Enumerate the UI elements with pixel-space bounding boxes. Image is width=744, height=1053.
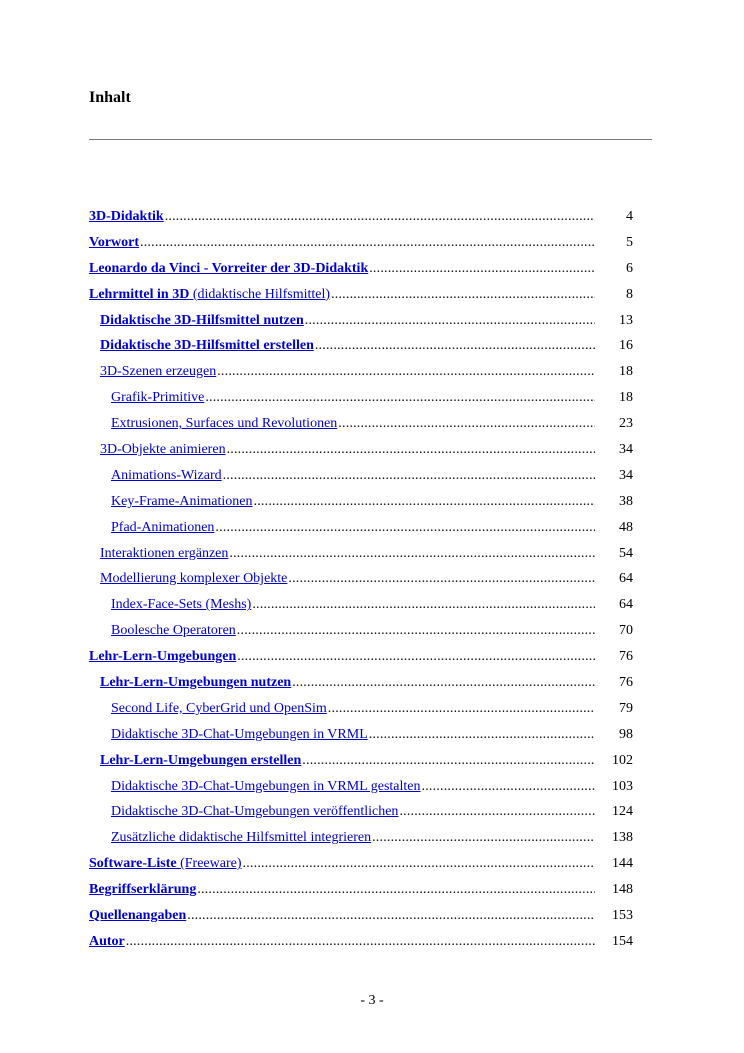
- toc-link-text: Didaktische 3D-Chat-Umgebungen veröffentlichen: [111, 804, 399, 820]
- toc-page-number: 6: [626, 260, 633, 276]
- toc-link-bold-text: Quellenangaben: [89, 908, 187, 924]
- toc-link-bold-text: Didaktische 3D-Hilfsmittel nutzen: [100, 312, 304, 328]
- toc-page-number: 64: [619, 571, 633, 587]
- toc-page-number: 38: [619, 493, 633, 509]
- toc-link-bold-text: Vorwort: [89, 234, 140, 250]
- toc-dot-leader: [422, 779, 596, 795]
- toc-entry: [89, 287, 633, 313]
- toc-dot-leader: [205, 390, 595, 406]
- toc-entry: [89, 520, 633, 546]
- toc-link-text: Modellierung komplexer Objekte: [100, 571, 288, 587]
- toc-entry: [89, 597, 633, 623]
- toc-page-number: 70: [619, 623, 633, 639]
- toc-page-number: 23: [619, 416, 633, 432]
- toc-dot-leader: [369, 261, 595, 277]
- toc-link[interactable]: [100, 442, 226, 458]
- toc-page-number: 154: [612, 933, 633, 949]
- toc-dot-leader: [328, 701, 595, 717]
- toc-link-text: Boolesche Operatoren: [111, 623, 236, 639]
- toc-link[interactable]: [100, 313, 304, 329]
- toc-link[interactable]: [89, 209, 164, 225]
- toc-dot-leader: [187, 908, 595, 924]
- toc-link-text: Didaktische 3D-Chat-Umgebungen in VRML gestalten: [111, 778, 421, 794]
- toc-link[interactable]: [111, 520, 214, 536]
- toc-page-number: 13: [619, 312, 633, 328]
- toc-link[interactable]: [111, 390, 204, 406]
- toc-link[interactable]: [111, 416, 337, 432]
- toc-link-text: Key-Frame-Animationen: [111, 493, 253, 509]
- toc-link[interactable]: [89, 235, 139, 251]
- toc-link[interactable]: [100, 364, 216, 380]
- toc-link[interactable]: [111, 727, 368, 743]
- toc-page-number: 103: [612, 778, 633, 794]
- toc-link-bold-text: Software-Liste: [89, 856, 177, 872]
- toc-link-text: Pfad-Animationen: [111, 519, 215, 535]
- toc-link[interactable]: [100, 338, 314, 354]
- toc-entry: [89, 882, 633, 908]
- toc-link[interactable]: [111, 597, 251, 613]
- toc-page-number: 124: [612, 804, 633, 820]
- toc-dot-leader: [165, 209, 595, 225]
- toc-dot-leader: [237, 649, 595, 665]
- toc-entry: [89, 675, 633, 701]
- toc-link-bold-text: Autor: [89, 933, 125, 949]
- page-number: - 3 -: [360, 993, 384, 1008]
- toc-entry: [89, 416, 633, 442]
- toc-link[interactable]: [111, 830, 371, 846]
- toc-entry: [89, 546, 633, 572]
- toc-link[interactable]: [111, 779, 421, 795]
- toc-entry: [89, 908, 633, 934]
- toc-dot-leader: [305, 313, 595, 329]
- toc-link-bold-text: Lehr-Lern-Umgebungen nutzen: [100, 675, 292, 691]
- toc-link-text: Grafik-Primitive: [111, 390, 205, 406]
- toc-page-number: 102: [612, 752, 633, 768]
- toc-link-bold-text: Lehr-Lern-Umgebungen erstellen: [100, 752, 302, 768]
- toc-dot-leader: [227, 442, 595, 458]
- toc-entry: [89, 856, 633, 882]
- toc-link[interactable]: [89, 882, 196, 898]
- toc-page-number: 8: [626, 286, 633, 302]
- toc-link[interactable]: [89, 261, 368, 277]
- title-divider: [89, 139, 652, 140]
- toc-link-text: Index-Face-Sets (Meshs): [111, 597, 252, 613]
- toc-dot-leader: [217, 364, 595, 380]
- toc-entry: [89, 753, 633, 779]
- toc-entry: [89, 364, 633, 390]
- toc-page-number: 34: [619, 442, 633, 458]
- toc-entry: [89, 338, 633, 364]
- toc-entry: [89, 804, 633, 830]
- toc-entry: [89, 727, 633, 753]
- table-of-contents: [89, 209, 633, 960]
- toc-page-number: 48: [619, 519, 633, 535]
- toc-page-number: 98: [619, 726, 633, 742]
- toc-link-text: (didaktische Hilfsmittel): [189, 286, 331, 302]
- toc-dot-leader: [288, 571, 595, 587]
- toc-page-number: 5: [626, 234, 633, 250]
- toc-link-text: 3D-Objekte animieren: [100, 442, 226, 458]
- toc-link[interactable]: [111, 494, 253, 510]
- toc-page-number: 18: [619, 364, 633, 380]
- toc-dot-leader: [223, 468, 595, 484]
- toc-link-bold-text: Lehrmittel in 3D: [89, 286, 190, 302]
- toc-entry: [89, 934, 633, 960]
- toc-page-number: 54: [619, 545, 633, 561]
- toc-entry: [89, 209, 633, 235]
- toc-link-text: Second Life, CyberGrid und OpenSim: [111, 700, 327, 716]
- toc-page-number: 76: [619, 649, 633, 665]
- toc-entry: [89, 830, 633, 856]
- toc-link[interactable]: [100, 546, 228, 562]
- toc-link[interactable]: [111, 468, 222, 484]
- toc-link[interactable]: [89, 856, 242, 872]
- toc-link[interactable]: [89, 934, 125, 950]
- toc-link-bold-text: Lehr-Lern-Umgebungen: [89, 649, 237, 665]
- toc-dot-leader: [254, 494, 595, 510]
- toc-link[interactable]: [111, 701, 327, 717]
- toc-link-text: Interaktionen ergänzen: [100, 545, 229, 561]
- toc-link-text: Didaktische 3D-Chat-Umgebungen in VRML: [111, 726, 368, 742]
- toc-page-number: 34: [619, 467, 633, 483]
- toc-page-number: 148: [612, 882, 633, 898]
- toc-link[interactable]: [89, 287, 330, 303]
- toc-dot-leader: [302, 753, 595, 769]
- toc-dot-leader: [126, 934, 595, 950]
- toc-dot-leader: [338, 416, 595, 432]
- toc-page-number: 18: [619, 390, 633, 406]
- toc-entry: [89, 701, 633, 727]
- toc-link-text: 3D-Szenen erzeugen: [100, 364, 217, 380]
- toc-page-number: 144: [612, 856, 633, 872]
- toc-dot-leader: [372, 830, 595, 846]
- toc-entry: [89, 494, 633, 520]
- toc-entry: [89, 571, 633, 597]
- toc-dot-leader: [229, 546, 595, 562]
- toc-page-number: 16: [619, 338, 633, 354]
- toc-dot-leader: [331, 287, 595, 303]
- toc-dot-leader: [237, 623, 595, 639]
- toc-link[interactable]: [89, 649, 236, 665]
- toc-entry: [89, 390, 633, 416]
- toc-page-number: 138: [612, 830, 633, 846]
- toc-link-text: Animations-Wizard: [111, 467, 222, 483]
- toc-link-bold-text: Leonardo da Vinci - Vorreiter der 3D-Didaktik: [89, 260, 369, 276]
- toc-link[interactable]: [100, 753, 301, 769]
- toc-link-text: Extrusionen, Surfaces und Revolutionen: [111, 416, 338, 432]
- toc-link[interactable]: [111, 623, 236, 639]
- toc-entry: [89, 468, 633, 494]
- toc-dot-leader: [292, 675, 595, 691]
- toc-page-number: 76: [619, 675, 633, 691]
- toc-entry: [89, 623, 633, 649]
- toc-dot-leader: [243, 856, 595, 872]
- toc-link[interactable]: [111, 804, 398, 820]
- toc-dot-leader: [399, 804, 595, 820]
- toc-entry: [89, 649, 633, 675]
- toc-page-number: 64: [619, 597, 633, 613]
- toc-entry: [89, 235, 633, 261]
- toc-link[interactable]: [100, 675, 291, 691]
- toc-page-number: 4: [626, 209, 633, 224]
- toc-link-bold-text: Didaktische 3D-Hilfsmittel erstellen: [100, 338, 314, 354]
- toc-page-number: 79: [619, 700, 633, 716]
- toc-dot-leader: [215, 520, 595, 536]
- toc-link-bold-text: Begriffserklärung: [89, 882, 197, 898]
- toc-entry: [89, 313, 633, 339]
- toc-link[interactable]: [89, 908, 186, 924]
- toc-dot-leader: [252, 597, 595, 613]
- toc-dot-leader: [369, 727, 595, 743]
- toc-entry: [89, 442, 633, 468]
- toc-entry: [89, 779, 633, 805]
- toc-link-text: (Freeware): [176, 856, 242, 872]
- page-title: Inhalt: [89, 89, 131, 106]
- toc-entry: [89, 261, 633, 287]
- toc-page-number: 153: [612, 908, 633, 924]
- toc-link[interactable]: [100, 571, 287, 587]
- toc-dot-leader: [140, 235, 595, 251]
- toc-dot-leader: [315, 338, 595, 354]
- toc-link-text: Zusätzliche didaktische Hilfsmittel integrieren: [111, 830, 372, 846]
- toc-dot-leader: [197, 882, 595, 898]
- toc-link-bold-text: 3D-Didaktik: [89, 209, 164, 224]
